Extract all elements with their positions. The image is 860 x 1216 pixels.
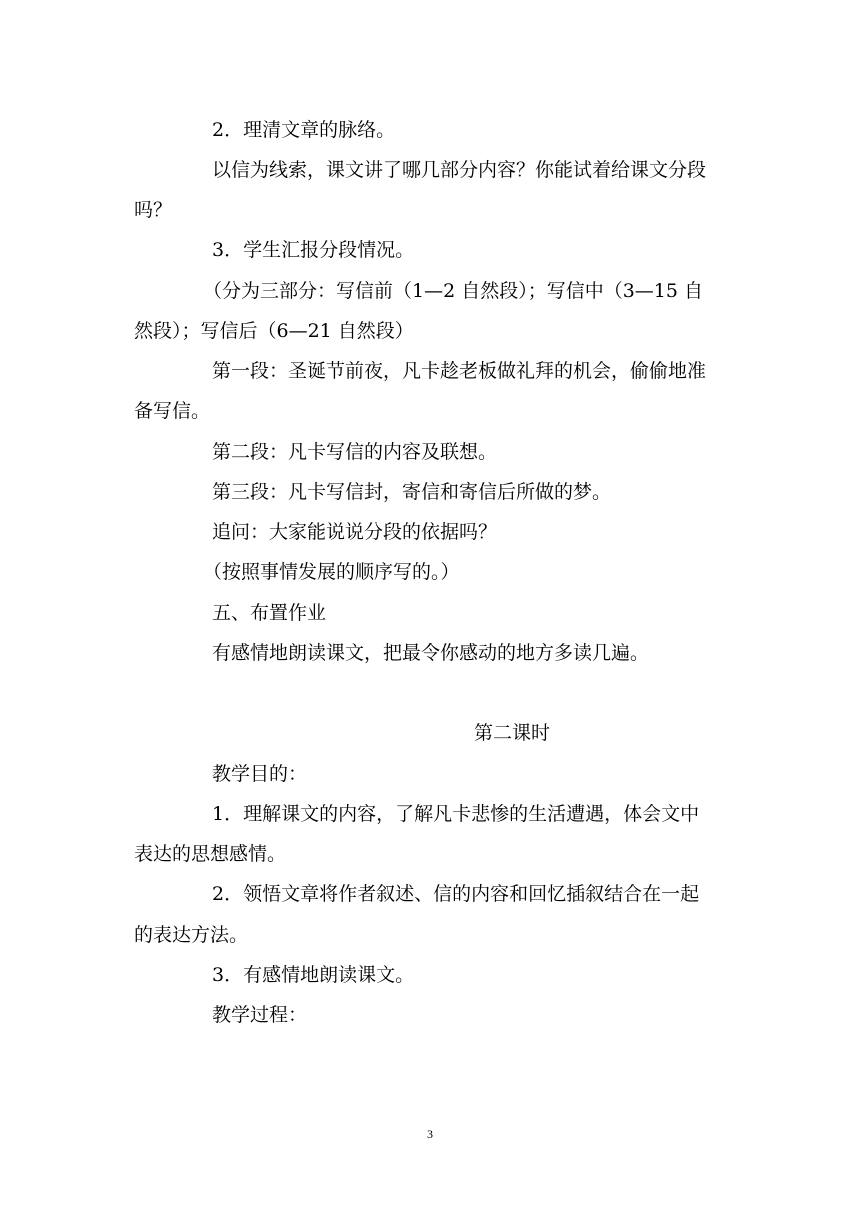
paragraph-line: 有感情地朗读课文，把最令你感动的地方多读几遍。 xyxy=(212,642,650,664)
paragraph-line: （分为三部分：写信前（1—2 自然段）；写信中（3—15 自 xyxy=(203,280,704,302)
section-heading: 五、布置作业 xyxy=(212,602,327,624)
paragraph-line: 表达的思想感情。 xyxy=(134,843,287,865)
paragraph-line: 第三段：凡卡写信封，寄信和寄信后所做的梦。 xyxy=(212,481,612,503)
paragraph-line: 2．领悟文章将作者叙述、信的内容和回忆插叙结合在一起 xyxy=(212,883,700,905)
paragraph-line: 教学目的： xyxy=(212,763,308,785)
paragraph-line: 以信为线索，课文讲了哪几部分内容？你能试着给课文分段 xyxy=(212,159,707,181)
paragraph-line: 1．理解课文的内容，了解凡卡悲惨的生活遭遇，体会文中 xyxy=(212,803,700,825)
paragraph-line: 追问：大家能说说分段的依据吗？ xyxy=(212,521,498,543)
paragraph-line: 第一段：圣诞节前夜，凡卡趁老板做礼拜的机会，偷偷地准 xyxy=(212,360,707,382)
paragraph-line: 3．学生汇报分段情况。 xyxy=(212,239,415,261)
paragraph-line: 第二段：凡卡写信的内容及联想。 xyxy=(212,441,498,463)
paragraph-line: 的表达方法。 xyxy=(134,924,249,946)
paragraph-line: 教学过程： xyxy=(212,1004,308,1026)
page-number: 3 xyxy=(427,1127,433,1141)
paragraph-line: （按照事情发展的顺序写的。） xyxy=(203,561,460,583)
paragraph-line: 备写信。 xyxy=(134,400,211,422)
paragraph-line: 2．理清文章的脉络。 xyxy=(212,119,396,141)
paragraph-line: 3．有感情地朗读课文。 xyxy=(212,964,415,986)
paragraph-line: 然段）；写信后（6—21 自然段） xyxy=(134,320,414,342)
lesson-title: 第二课时 xyxy=(474,722,551,744)
paragraph-line: 吗？ xyxy=(134,199,173,221)
